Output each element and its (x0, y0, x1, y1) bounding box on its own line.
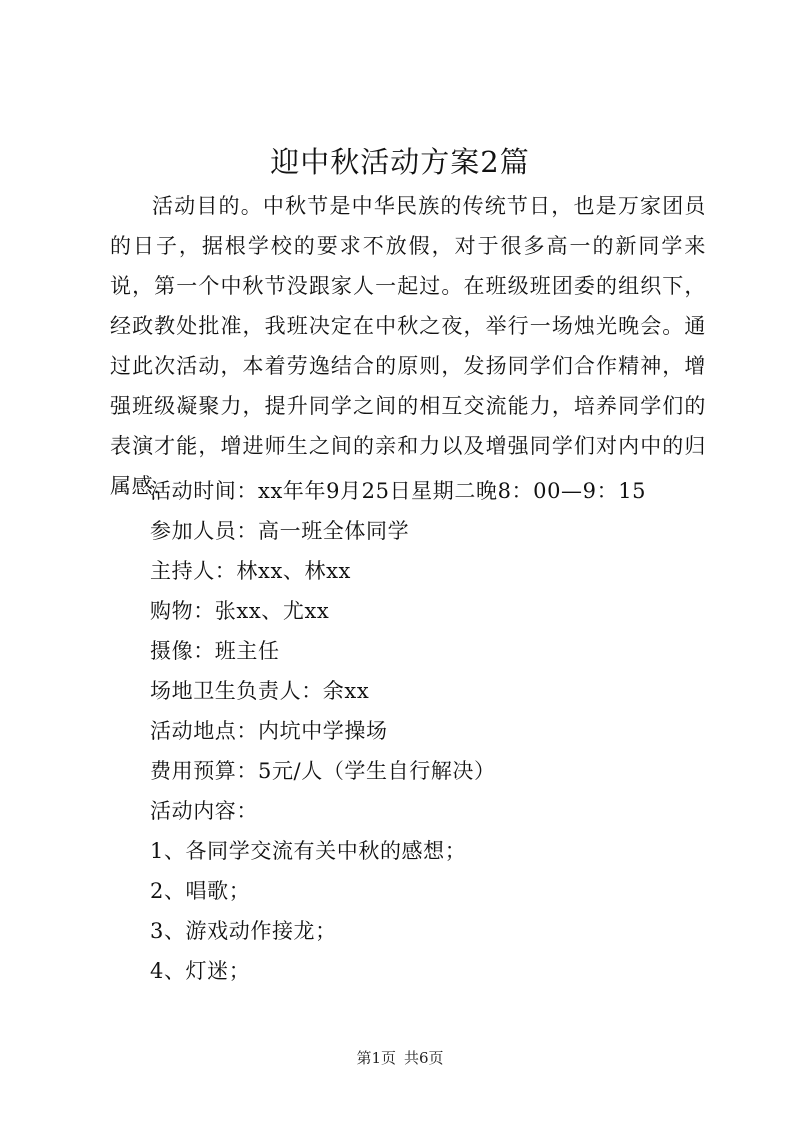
total-pages: 共6页 (404, 1049, 444, 1067)
activity-time-line: 活动时间：xx年年9月25日星期二晚8：00—9：15 (150, 479, 647, 503)
budget-line: 费用预算：5元/人（学生自行解决） (150, 759, 496, 783)
content-item-3: 3、游戏动作接龙； (150, 919, 337, 943)
content-item-2: 2、唱歌； (150, 879, 251, 903)
cleaning-line: 场地卫生负责人：余xx (150, 679, 370, 703)
intro-paragraph: 活动目的。中秋节是中华民族的传统节日，也是万家团员的日子，据根学校的要求不放假，对于很多高一的新同学来说，第一个中秋节没跟家人一起过。在班级班团委的组织下，经政教处批准，我班决定在中秋之夜，举行一场烛光晚会。通过此次活动，本着劳逸结合的原则，发扬同学们合作精神，增强班级凝聚力，提升同学之间的相互交流能力，培养同学们的表演才能，增进师生之间的亲和力以及增强同学们对内中的归属感. (110, 194, 706, 498)
content-item-1: 1、各同学交流有关中秋的感想； (150, 839, 467, 863)
camera-line: 摄像：班主任 (150, 639, 280, 663)
content-item-4: 4、灯迷； (150, 959, 251, 983)
activity-details-list (150, 471, 710, 991)
page-number: 第1页 (356, 1049, 396, 1067)
participants-line: 参加人员：高一班全体同学 (150, 519, 410, 543)
content-heading-line: 活动内容： (150, 799, 258, 823)
shopping-line: 购物：张xx、尤xx (150, 599, 330, 623)
location-line: 活动地点：内坑中学操场 (150, 719, 388, 743)
page-footer (0, 1048, 800, 1068)
host-line: 主持人：林xx、林xx (150, 559, 351, 583)
document-title: 迎中秋活动方案2篇 (270, 145, 530, 179)
